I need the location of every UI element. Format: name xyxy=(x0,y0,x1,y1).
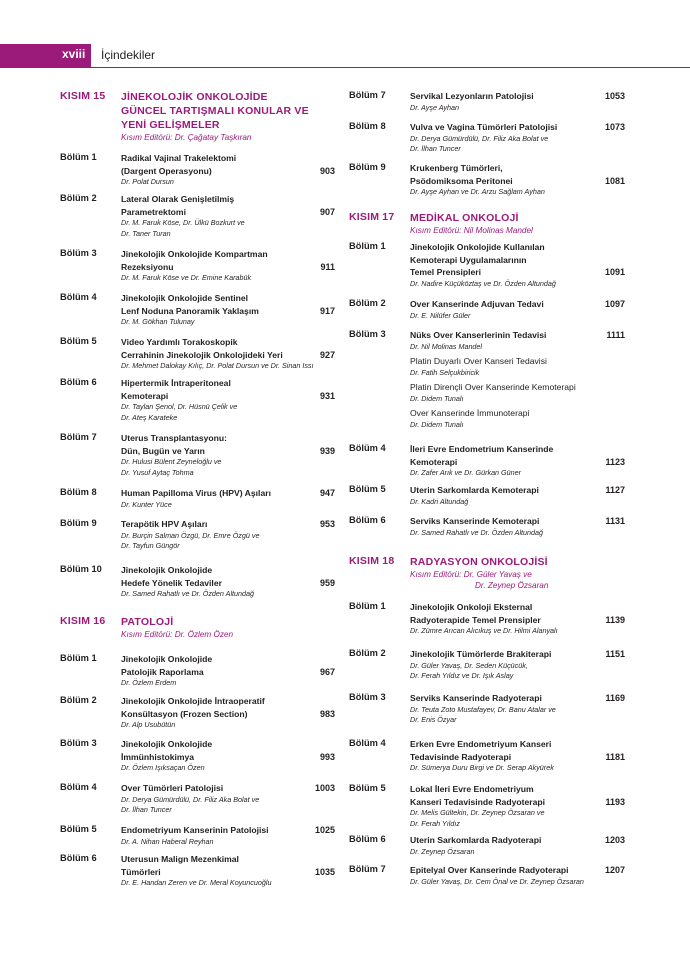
chapter-authors: Dr. Özlem Erdem xyxy=(121,678,177,687)
chapter-body xyxy=(410,692,625,726)
page-number: 1097 xyxy=(604,299,625,309)
chapter-authors: Dr. Ateş Karateke xyxy=(121,412,178,422)
section-heading xyxy=(349,555,625,591)
chapter-title: Vulva ve Vagina Tümörleri Patolojisi xyxy=(410,122,558,132)
chapter-entry xyxy=(60,653,335,689)
chapter-body xyxy=(410,484,625,507)
chapter-body xyxy=(121,782,335,816)
page-number: 907 xyxy=(319,206,335,217)
chapter-body xyxy=(121,292,335,328)
chapter-authors: Dr. E. Handan Zeren ve Dr. Meral Koyuncuoğlu xyxy=(121,878,272,887)
page-number: 1111 xyxy=(606,330,625,340)
chapter-body xyxy=(121,518,335,552)
chapter-body xyxy=(121,695,335,731)
chapter-title: Kemoterapi xyxy=(410,456,458,467)
chapter-authors: Dr. Samed Rahatlı ve Dr. Özden Altundağ xyxy=(121,589,255,598)
page-number: 993 xyxy=(319,751,335,762)
chapter-body xyxy=(410,443,625,479)
page-number: 927 xyxy=(319,349,335,360)
chapter-authors: Dr. Teuta Zoto Mustafayev, Dr. Banu Atalar ve xyxy=(410,704,556,714)
chapter-authors: Dr. Nil Molinas Mandel xyxy=(410,341,483,351)
page-number: 1203 xyxy=(604,835,625,845)
chapter-authors: Dr. Hulusi Bülent Zeyneloğlu ve xyxy=(121,457,222,466)
chapter-authors: Dr. Polat Dursun xyxy=(121,177,174,186)
page-number: 903 xyxy=(319,165,335,176)
chapter-label: Bölüm 4 xyxy=(349,738,386,748)
section-title: YENİ GELİŞMELER xyxy=(121,119,220,131)
chapter-authors: Dr. Alp Usubütün xyxy=(121,720,176,729)
chapter-body xyxy=(121,193,335,239)
chapter-authors: Dr. M. Faruk Köse, Dr. Ülkü Bozkurt ve xyxy=(121,218,245,227)
chapter-entry xyxy=(349,783,625,829)
chapter-authors: Dr. Derya Gümürdülü, Dr. Filiz Aka Bolat ve xyxy=(121,794,260,804)
chapter-entry xyxy=(349,834,625,857)
chapter-label: Bölüm 3 xyxy=(349,692,386,702)
chapter-entry xyxy=(60,377,335,423)
chapter-authors: Dr. M. Faruk Köse ve Dr. Emine Karabük xyxy=(121,273,252,282)
chapter-label: Bölüm 6 xyxy=(349,515,386,525)
page-number: 959 xyxy=(319,577,335,588)
chapter-label: Bölüm 1 xyxy=(349,601,386,611)
chapter-title: Rezeksiyonu xyxy=(121,261,174,272)
chapter-title: Jinekolojik Onkolojide xyxy=(121,565,213,575)
page-number-tab xyxy=(0,44,91,68)
chapter-label: Bölüm 9 xyxy=(349,162,386,172)
page-header xyxy=(0,44,690,68)
chapter-body xyxy=(410,834,625,857)
header-title: İçindekiler xyxy=(101,48,156,62)
section-heading xyxy=(60,90,335,143)
chapter-entry xyxy=(349,692,625,726)
page-number: 1127 xyxy=(605,485,625,495)
chapter-title: Krukenberg Tümörleri, xyxy=(410,163,503,173)
chapter-body xyxy=(410,515,625,538)
chapter-entry xyxy=(60,248,335,284)
chapter-title: Servikal Lezyonların Patolojisi xyxy=(410,91,534,101)
chapter-authors: Dr. Melis Gültekin, Dr. Zeynep Özsaran ve xyxy=(410,808,545,817)
chapter-authors: Dr. Sümerya Duru Birgi ve Dr. Serap Akyürek xyxy=(410,763,554,772)
chapter-title: Uterus Transplantasyonu: xyxy=(121,433,228,443)
chapter-entry xyxy=(60,336,335,372)
chapter-authors: Dr. M. Gökhan Tulunay xyxy=(121,317,195,326)
chapter-entry xyxy=(349,443,625,479)
chapter-body xyxy=(410,329,625,430)
chapter-label: Bölüm 10 xyxy=(60,564,102,574)
chapter-title: Uterusun Malign Mezenkimal xyxy=(121,854,239,864)
chapter-entry xyxy=(60,518,335,552)
chapter-label: Bölüm 6 xyxy=(60,853,97,863)
chapter-label: Bölüm 1 xyxy=(60,152,97,162)
subchapter-author: Dr. Didem Tunalı xyxy=(410,419,464,429)
chapter-entry xyxy=(60,564,335,600)
chapter-label: Bölüm 4 xyxy=(60,782,97,792)
chapter-body xyxy=(121,377,335,423)
header-rule xyxy=(91,67,690,68)
chapter-entry xyxy=(60,193,335,239)
chapter-authors: Dr. Ferah Yıldız ve Dr. Işık Aslay xyxy=(410,671,514,680)
chapter-label: Bölüm 4 xyxy=(60,292,97,302)
chapter-authors: Dr. Kunter Yüce xyxy=(121,499,172,509)
chapter-body xyxy=(410,298,625,321)
chapter-title: Radikal Vajinal Trakelektomi xyxy=(121,153,237,163)
chapter-title: İmmünhistokimya xyxy=(121,751,195,762)
subchapter-title: Over Kanserinde İmmunoterapi xyxy=(410,408,530,418)
chapter-title: Serviks Kanserinde Kemoterapi xyxy=(410,516,540,526)
page-number: 1053 xyxy=(604,91,625,101)
chapter-title: Human Papilloma Virus (HPV) Aşıları xyxy=(121,488,271,498)
chapter-body xyxy=(410,738,625,774)
chapter-entry xyxy=(60,782,335,816)
chapter-title: Lateral Olarak Genişletilmiş xyxy=(121,194,235,204)
chapter-label: Bölüm 5 xyxy=(60,336,97,346)
chapter-entry xyxy=(349,121,625,155)
page-number: 911 xyxy=(320,261,335,272)
chapter-title: Erken Evre Endometriyum Kanseri xyxy=(410,739,552,749)
page-number: 1131 xyxy=(605,516,625,526)
chapter-title: Jinekolojik Onkolojide xyxy=(121,739,213,749)
page-number: 1091 xyxy=(604,267,625,277)
page-number: 917 xyxy=(319,305,335,316)
chapter-title: Hedefe Yönelik Tedaviler xyxy=(121,577,222,588)
section-heading xyxy=(60,615,335,640)
chapter-body xyxy=(121,336,335,372)
chapter-title: Kemoterapi xyxy=(121,390,169,401)
chapter-authors: Dr. Ayşe Ayhan ve Dr. Arzu Sağlam Ayhan xyxy=(410,187,545,196)
chapter-authors: Dr. Zümre Arıcan Alıcıkuş ve Dr. Hilmi Alanyalı xyxy=(410,626,558,635)
page-number: 1207 xyxy=(604,865,625,875)
chapter-entry xyxy=(60,695,335,731)
chapter-authors: Dr. Mehmet Dalokay Kılıç, Dr. Polat Dursun ve Dr. Sinan Issı xyxy=(121,361,314,370)
page-number: 1151 xyxy=(605,649,625,659)
section-title: RADYASYON ONKOLOJİSİ xyxy=(410,556,548,568)
chapter-title: Video Yardımlı Torakoskopik xyxy=(121,337,238,347)
chapter-label: Bölüm 1 xyxy=(60,653,97,663)
chapter-authors: Dr. Nadire Küçüköztaş ve Dr. Özden Altundağ xyxy=(410,278,556,288)
chapter-label: Bölüm 3 xyxy=(349,329,386,339)
page-number: 1035 xyxy=(314,866,335,877)
page-number: xviii xyxy=(62,47,86,61)
subchapter-author: Dr. Didem Tunalı xyxy=(410,393,464,403)
chapter-label: Bölüm 3 xyxy=(60,738,97,748)
chapter-body xyxy=(121,152,335,188)
chapter-label: Bölüm 7 xyxy=(349,90,386,100)
subchapter-title: Platin Duyarlı Over Kanseri Tedavisi xyxy=(410,356,547,366)
page-number: 947 xyxy=(319,488,335,498)
chapter-title: Nüks Over Kanserlerinin Tedavisi xyxy=(410,330,547,340)
chapter-title: Lokal İleri Evre Endometriyum xyxy=(410,784,534,794)
section-label: KISIM 15 xyxy=(60,90,106,102)
chapter-label: Bölüm 2 xyxy=(60,193,97,203)
section-label: KISIM 16 xyxy=(60,615,106,627)
chapter-label: Bölüm 2 xyxy=(60,695,97,705)
chapter-body xyxy=(410,864,625,887)
page-number: 1193 xyxy=(605,796,625,807)
page-number: 939 xyxy=(319,445,335,456)
page-number: 931 xyxy=(319,390,335,401)
section-title: GÜNCEL TARTIŞMALI KONULAR VE xyxy=(121,105,309,117)
chapter-entry xyxy=(349,90,625,113)
page-number: 1025 xyxy=(314,825,335,835)
chapter-title: Psödomiksoma Peritonei xyxy=(410,175,513,186)
chapter-authors: Dr. Özlem Işıksaçan Özen xyxy=(121,763,205,772)
chapter-title: Uterin Sarkomlarda Kemoterapi xyxy=(410,485,539,495)
section-title: PATOLOJİ xyxy=(121,616,174,628)
chapter-entry xyxy=(349,515,625,538)
chapter-body xyxy=(121,248,335,284)
chapter-title: Jinekolojik Tümörlerde Brakiterapi xyxy=(410,649,552,659)
chapter-label: Bölüm 8 xyxy=(349,121,386,131)
chapter-title: Tümörleri xyxy=(121,866,161,877)
chapter-label: Bölüm 2 xyxy=(349,298,386,308)
section-label: KISIM 18 xyxy=(349,555,395,567)
chapter-title: Jinekolojik Onkolojide xyxy=(121,654,213,664)
chapter-authors: Dr. Taylan Şenol, Dr. Hüsnü Çelik ve xyxy=(121,402,238,411)
chapter-entry xyxy=(349,738,625,774)
chapter-title: Konsültasyon (Frozen Section) xyxy=(121,708,248,719)
chapter-body xyxy=(410,241,625,289)
page-number: 1081 xyxy=(604,175,625,186)
chapter-title: Epitelyal Over Kanserinde Radyoterapi xyxy=(410,865,569,875)
chapter-title: Jinekolojik Onkolojide Kompartman xyxy=(121,249,268,259)
chapter-entry xyxy=(349,162,625,198)
chapter-title: Terapötik HPV Aşıları xyxy=(121,519,208,529)
chapter-authors: Dr. Güler Yavaş, Dr. Seden Küçücük, xyxy=(410,660,528,670)
section-title: MEDİKAL ONKOLOJİ xyxy=(410,212,519,224)
chapter-label: Bölüm 7 xyxy=(60,432,97,442)
chapter-label: Bölüm 1 xyxy=(349,241,386,251)
chapter-title: Jinekolojik Onkolojide Sentinel xyxy=(121,293,249,303)
chapter-authors: Dr. Samed Rahatlı ve Dr. Özden Altundağ xyxy=(410,527,544,537)
chapter-authors: Dr. Enis Özyar xyxy=(410,715,457,724)
chapter-title: Lenf Noduna Panoramik Yaklaşım xyxy=(121,305,259,316)
section-editor: Kısım Editörü: Dr. Özlem Özen xyxy=(121,630,234,639)
chapter-authors: Dr. Ferah Yıldız xyxy=(410,818,460,828)
chapter-body xyxy=(410,90,625,113)
subchapter-author: Dr. Fatih Selçukbiricik xyxy=(410,367,480,377)
chapter-entry xyxy=(349,601,625,637)
section-label: KISIM 17 xyxy=(349,211,395,223)
chapter-title: Patolojik Raporlama xyxy=(121,666,204,677)
chapter-authors: Dr. Kadri Altundağ xyxy=(410,496,469,506)
chapter-entry xyxy=(60,853,335,889)
chapter-title: Over Kanserinde Adjuvan Tedavi xyxy=(410,299,544,309)
chapter-body xyxy=(121,653,335,689)
chapter-authors: Dr. Zeynep Özsaran xyxy=(410,846,475,856)
chapter-label: Bölüm 5 xyxy=(349,484,386,494)
chapter-authors: Dr. Burçin Salman Özgü, Dr. Emre Özgü ve xyxy=(121,530,260,540)
chapter-authors: Dr. A. Nihan Haberal Reyhan xyxy=(121,836,214,846)
chapter-authors: Dr. E. Nilüfer Güler xyxy=(410,310,471,320)
chapter-body xyxy=(121,824,335,847)
chapter-body xyxy=(121,564,335,600)
chapter-title: Cerrahinin Jinekolojik Onkolojideki Yeri xyxy=(121,349,283,360)
page-number: 1003 xyxy=(314,783,335,793)
chapter-label: Bölüm 6 xyxy=(349,834,386,844)
page-number: 1123 xyxy=(605,456,625,467)
chapter-title: Hipertermik İntraperitoneal xyxy=(121,378,231,388)
page-number: 1169 xyxy=(605,693,625,703)
chapter-body xyxy=(121,432,335,478)
chapter-entry xyxy=(60,487,335,510)
chapter-title: Jinekolojik Onkoloji Eksternal xyxy=(410,602,533,612)
chapter-label: Bölüm 3 xyxy=(60,248,97,258)
chapter-body xyxy=(410,783,625,829)
chapter-body xyxy=(410,121,625,155)
chapter-title: Endometriyum Kanserinin Patolojisi xyxy=(121,825,269,835)
chapter-entry xyxy=(349,298,625,321)
chapter-title: Over Tümörleri Patolojisi xyxy=(121,783,224,793)
chapter-title: (Dargent Operasyonu) xyxy=(121,165,212,176)
chapter-body xyxy=(410,648,625,682)
page-number: 953 xyxy=(319,519,335,529)
section-editor: Kısım Editörü: Dr. Güler Yavaş ve xyxy=(410,570,532,579)
chapter-entry xyxy=(60,152,335,188)
chapter-title: Jinekolojik Onkolojide İntraoperatif xyxy=(121,696,265,706)
chapter-label: Bölüm 7 xyxy=(349,864,386,874)
section-editor: Kısım Editörü: Dr. Çağatay Taşkıran xyxy=(121,133,252,142)
chapter-entry xyxy=(60,824,335,847)
chapter-label: Bölüm 4 xyxy=(349,443,386,453)
chapter-label: Bölüm 5 xyxy=(60,824,97,834)
chapter-entry xyxy=(349,864,625,887)
section-editor: Dr. Zeynep Özsaran xyxy=(475,581,549,590)
chapter-label: Bölüm 2 xyxy=(349,648,386,658)
chapter-label: Bölüm 5 xyxy=(349,783,386,793)
chapter-entry xyxy=(60,738,335,774)
chapter-entry xyxy=(349,484,625,507)
page-number: 1139 xyxy=(605,614,625,625)
page-number: 1181 xyxy=(605,751,625,762)
chapter-entry xyxy=(60,292,335,328)
chapter-title: Uterin Sarkomlarda Radyoterapi xyxy=(410,835,542,845)
chapter-label: Bölüm 8 xyxy=(60,487,97,497)
chapter-authors: Dr. Ayşe Ayhan xyxy=(410,102,460,112)
chapter-authors: Dr. Yusuf Aytaç Tohma xyxy=(121,467,194,477)
chapter-body xyxy=(121,738,335,774)
chapter-authors: Dr. Taner Turan xyxy=(121,228,171,238)
chapter-entry xyxy=(349,648,625,682)
chapter-title: Tedavisinde Radyoterapi xyxy=(410,751,512,762)
chapter-authors: Dr. Güler Yavaş, Dr. Cem Önal ve Dr. Zeynep Özsaran xyxy=(410,876,584,886)
chapter-entry xyxy=(60,432,335,478)
chapter-authors: Dr. İlhan Tuncer xyxy=(410,144,461,153)
section-editor: Kısım Editörü: Nil Molinas Mandel xyxy=(410,226,533,235)
page-number: 967 xyxy=(319,666,335,677)
chapter-title: Jinekolojik Onkolojide Kullanılan xyxy=(410,242,545,252)
chapter-title: Kanseri Tedavisinde Radyoterapi xyxy=(410,796,545,807)
chapter-title: Radyoterapide Temel Prensipler xyxy=(410,614,541,625)
chapter-entry xyxy=(349,329,625,430)
chapter-title: Temel Prensipleri xyxy=(410,267,482,277)
chapter-title: Serviks Kanserinde Radyoterapi xyxy=(410,693,542,703)
chapter-entry xyxy=(349,241,625,289)
chapter-body xyxy=(121,487,335,510)
chapter-title: Dün, Bugün ve Yarın xyxy=(121,445,205,456)
chapter-authors: Dr. Tayfun Güngör xyxy=(121,541,180,550)
chapter-title: Kemoterapi Uygulamalarının xyxy=(410,254,527,265)
page-number: 983 xyxy=(319,708,335,719)
page-number: 1073 xyxy=(604,122,625,132)
chapter-body xyxy=(410,162,625,198)
section-heading xyxy=(349,211,625,236)
chapter-label: Bölüm 9 xyxy=(60,518,97,528)
chapter-title: İleri Evre Endometrium Kanserinde xyxy=(410,444,554,454)
chapter-body xyxy=(121,853,335,889)
chapter-body xyxy=(410,601,625,637)
subchapter-title: Platin Dirençli Over Kanserinde Kemoterapi xyxy=(410,382,576,392)
chapter-title: Parametrektomi xyxy=(121,206,186,217)
chapter-authors: Dr. Zafer Arık ve Dr. Gürkan Güner xyxy=(410,468,522,477)
chapter-authors: Dr. İlhan Tuncer xyxy=(121,805,172,814)
section-title: JİNEKOLOJİK ONKOLOJİDE xyxy=(121,91,268,103)
chapter-authors: Dr. Derya Gümürdülü, Dr. Filiz Aka Bolat ve xyxy=(410,133,549,143)
chapter-label: Bölüm 6 xyxy=(60,377,97,387)
